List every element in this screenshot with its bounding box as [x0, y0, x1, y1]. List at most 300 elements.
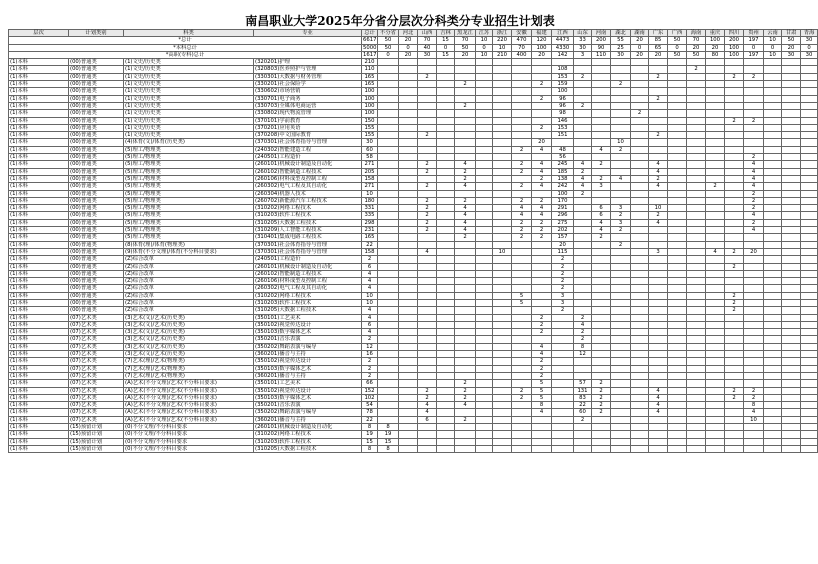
- table-cell: 2: [592, 402, 611, 409]
- table-cell: [611, 248, 631, 255]
- table-cell: [476, 270, 493, 277]
- table-cell: (1)本科: [9, 431, 69, 438]
- table-cell: [574, 110, 592, 117]
- table-cell: [418, 154, 437, 161]
- table-cell: [437, 329, 455, 336]
- table-cell: [399, 365, 418, 372]
- table-cell: [455, 110, 476, 117]
- table-cell: [592, 314, 611, 321]
- table-cell: (1)文史/历史类: [124, 110, 254, 117]
- table-cell: [437, 81, 455, 88]
- table-cell: (7)艺术(理)/艺术(物理类): [124, 372, 254, 379]
- table-cell: 20: [532, 139, 552, 146]
- table-cell: [706, 387, 725, 394]
- table-cell: [512, 102, 532, 109]
- table-cell: 210: [362, 59, 378, 66]
- table-cell: (07)艺术类: [69, 387, 124, 394]
- table-cell: [552, 343, 574, 350]
- table-cell: [725, 168, 744, 175]
- table-cell: 2: [574, 336, 592, 343]
- table-cell: 275: [552, 219, 574, 226]
- table-cell: [668, 394, 687, 401]
- table-cell: 8: [744, 402, 764, 409]
- table-cell: [437, 299, 455, 306]
- table-cell: (00)普通类: [69, 234, 124, 241]
- table-cell: [631, 336, 649, 343]
- table-cell: 5: [512, 292, 532, 299]
- table-cell: (5)理工/物理类: [124, 205, 254, 212]
- summary-cell: 70: [512, 44, 532, 51]
- table-cell: 2: [512, 197, 532, 204]
- table-cell: [611, 190, 631, 197]
- table-cell: [782, 299, 801, 306]
- table-cell: [611, 124, 631, 131]
- table-cell: [649, 66, 668, 73]
- table-cell: [611, 263, 631, 270]
- table-cell: 15: [378, 438, 399, 445]
- table-cell: [378, 227, 399, 234]
- table-cell: [437, 132, 455, 139]
- table-cell: 155: [362, 124, 378, 131]
- table-cell: (350103)数字媒体艺术: [254, 365, 362, 372]
- table-row: [9, 219, 818, 226]
- table-cell: [706, 372, 725, 379]
- table-cell: [399, 285, 418, 292]
- table-cell: [801, 424, 818, 431]
- table-cell: [706, 81, 725, 88]
- table-cell: (00)普通类: [69, 117, 124, 124]
- table-cell: [592, 190, 611, 197]
- table-cell: [631, 358, 649, 365]
- table-cell: [476, 110, 493, 117]
- table-cell: 57: [574, 380, 592, 387]
- table-cell: [687, 270, 706, 277]
- table-cell: [493, 139, 512, 146]
- table-cell: (350201)音乐表演: [254, 402, 362, 409]
- table-cell: [744, 270, 764, 277]
- table-cell: [668, 117, 687, 124]
- table-cell: [592, 124, 611, 131]
- table-cell: 2: [649, 95, 668, 102]
- table-cell: [378, 66, 399, 73]
- table-cell: [764, 402, 782, 409]
- table-cell: (360201)播音与主持: [254, 351, 362, 358]
- table-cell: [706, 336, 725, 343]
- table-cell: (00)普通类: [69, 299, 124, 306]
- table-row: [9, 197, 818, 204]
- table-cell: [493, 154, 512, 161]
- table-cell: [668, 248, 687, 255]
- table-cell: (1)本科: [9, 124, 69, 131]
- table-cell: 271: [362, 161, 378, 168]
- table-cell: 4: [532, 409, 552, 416]
- table-cell: (1)本科: [9, 117, 69, 124]
- table-cell: [706, 394, 725, 401]
- table-cell: [649, 445, 668, 452]
- table-cell: [592, 270, 611, 277]
- column-header: 总计: [362, 30, 378, 37]
- table-cell: [631, 299, 649, 306]
- table-cell: [764, 234, 782, 241]
- table-cell: 202: [552, 227, 574, 234]
- table-cell: [764, 190, 782, 197]
- table-cell: [744, 110, 764, 117]
- table-cell: [801, 358, 818, 365]
- table-cell: [437, 95, 455, 102]
- table-cell: [592, 365, 611, 372]
- table-cell: 2: [418, 183, 437, 190]
- table-cell: [493, 81, 512, 88]
- table-cell: [611, 278, 631, 285]
- table-cell: [455, 292, 476, 299]
- table-cell: [512, 73, 532, 80]
- column-header: 层次: [9, 30, 69, 37]
- summary-cell: 200: [725, 37, 744, 44]
- table-cell: (1)本科: [9, 351, 69, 358]
- table-cell: [668, 285, 687, 292]
- table-cell: [687, 132, 706, 139]
- table-cell: [782, 190, 801, 197]
- table-cell: 2: [512, 394, 532, 401]
- table-cell: [476, 416, 493, 423]
- table-cell: [611, 424, 631, 431]
- table-cell: [725, 336, 744, 343]
- table-cell: [378, 248, 399, 255]
- table-cell: (00)普通类: [69, 270, 124, 277]
- table-cell: [764, 146, 782, 153]
- table-cell: [611, 438, 631, 445]
- table-cell: [764, 95, 782, 102]
- table-cell: (A)艺术(不分文理)/艺术(不分科目要求): [124, 416, 254, 423]
- table-cell: [801, 402, 818, 409]
- table-cell: [649, 351, 668, 358]
- table-cell: [706, 241, 725, 248]
- table-cell: [631, 95, 649, 102]
- table-cell: [574, 219, 592, 226]
- table-cell: (07)艺术类: [69, 321, 124, 328]
- table-cell: [611, 402, 631, 409]
- summary-cell: 0: [399, 44, 418, 51]
- table-cell: [725, 81, 744, 88]
- table-cell: [687, 124, 706, 131]
- table-cell: [725, 409, 744, 416]
- table-cell: (3)艺术(文)/艺术(历史类): [124, 314, 254, 321]
- table-cell: [552, 445, 574, 452]
- table-cell: [592, 285, 611, 292]
- table-cell: [532, 241, 552, 248]
- table-cell: (260101)机械设计制造及自动化: [254, 161, 362, 168]
- table-cell: [687, 321, 706, 328]
- table-cell: (370301)社会体育指导与管理: [254, 248, 362, 255]
- table-cell: [764, 285, 782, 292]
- table-cell: [399, 329, 418, 336]
- table-cell: [378, 175, 399, 182]
- summary-row: [9, 44, 818, 51]
- summary-cell: 20: [782, 44, 801, 51]
- table-cell: (00)普通类: [69, 248, 124, 255]
- column-header: 吉林: [437, 30, 455, 37]
- table-cell: (00)普通类: [69, 88, 124, 95]
- table-cell: (Z)综合改革: [124, 278, 254, 285]
- table-cell: [782, 431, 801, 438]
- table-cell: [782, 424, 801, 431]
- table-cell: [801, 387, 818, 394]
- table-row: [9, 175, 818, 182]
- summary-cell: 5000: [363, 44, 377, 51]
- table-cell: [668, 146, 687, 153]
- table-cell: [725, 321, 744, 328]
- table-cell: [476, 183, 493, 190]
- table-cell: (310209)人工智能工程技术: [254, 227, 362, 234]
- table-cell: [574, 117, 592, 124]
- table-cell: (1)本科: [9, 329, 69, 336]
- table-cell: 2: [649, 212, 668, 219]
- table-cell: (A)艺术(不分文理)/艺术(不分科目要求): [124, 409, 254, 416]
- table-cell: [687, 431, 706, 438]
- table-cell: [592, 102, 611, 109]
- table-cell: [801, 132, 818, 139]
- table-cell: [649, 336, 668, 343]
- table-cell: [592, 117, 611, 124]
- table-cell: [437, 219, 455, 226]
- table-cell: 12: [362, 343, 378, 350]
- table-cell: (5)理工/物理类: [124, 227, 254, 234]
- table-cell: 165: [362, 81, 378, 88]
- table-cell: [493, 336, 512, 343]
- table-cell: 4: [649, 387, 668, 394]
- table-cell: (00)普通类: [69, 175, 124, 182]
- table-cell: [782, 124, 801, 131]
- table-cell: [574, 285, 592, 292]
- table-cell: (1)本科: [9, 314, 69, 321]
- column-header: 山东: [574, 30, 592, 37]
- table-cell: 4: [592, 227, 611, 234]
- table-cell: [801, 241, 818, 248]
- table-cell: [649, 263, 668, 270]
- table-cell: (1)本科: [9, 190, 69, 197]
- table-cell: [744, 372, 764, 379]
- table-cell: [399, 256, 418, 263]
- table-cell: 3: [611, 205, 631, 212]
- table-cell: [574, 154, 592, 161]
- table-cell: (00)普通类: [69, 66, 124, 73]
- table-cell: [476, 132, 493, 139]
- column-header: 山西: [418, 30, 437, 37]
- table-cell: [574, 365, 592, 372]
- table-cell: [512, 270, 532, 277]
- summary-cell: 33: [574, 37, 592, 44]
- table-cell: [437, 161, 455, 168]
- table-cell: (1)本科: [9, 263, 69, 270]
- table-cell: [611, 445, 631, 452]
- table-cell: 4: [455, 402, 476, 409]
- table-cell: (Z)综合改革: [124, 285, 254, 292]
- table-cell: [706, 59, 725, 66]
- table-cell: [418, 314, 437, 321]
- summary-cell: 20: [706, 44, 725, 51]
- table-cell: [476, 66, 493, 73]
- table-cell: [725, 124, 744, 131]
- table-cell: 2: [532, 372, 552, 379]
- table-cell: [725, 424, 744, 431]
- table-cell: [782, 394, 801, 401]
- table-cell: [418, 270, 437, 277]
- column-header: 不分省: [378, 30, 399, 37]
- table-cell: [378, 205, 399, 212]
- table-cell: [418, 102, 437, 109]
- table-cell: (1)本科: [9, 416, 69, 423]
- table-cell: (8)体育(理)/体育(物理类): [124, 241, 254, 248]
- table-cell: (1)本科: [9, 175, 69, 182]
- table-cell: [631, 256, 649, 263]
- table-cell: [649, 139, 668, 146]
- table-cell: [782, 59, 801, 66]
- table-cell: (1)本科: [9, 285, 69, 292]
- table-row: [9, 299, 818, 306]
- table-cell: (310205)大数据工程技术: [254, 307, 362, 314]
- table-cell: [399, 299, 418, 306]
- table-cell: (1)本科: [9, 59, 69, 66]
- summary-cell: 197: [744, 37, 764, 44]
- table-cell: [801, 219, 818, 226]
- table-cell: [512, 329, 532, 336]
- table-cell: [378, 394, 399, 401]
- table-cell: 2: [744, 154, 764, 161]
- summary-cell: 40: [418, 44, 437, 51]
- table-cell: [399, 124, 418, 131]
- summary-label: *高职(专科)总计: [9, 51, 362, 58]
- table-cell: [744, 241, 764, 248]
- table-cell: [476, 59, 493, 66]
- table-cell: [532, 102, 552, 109]
- table-cell: [649, 190, 668, 197]
- table-cell: [631, 234, 649, 241]
- table-cell: [399, 146, 418, 153]
- table-cell: [592, 438, 611, 445]
- table-cell: [649, 343, 668, 350]
- table-cell: [418, 351, 437, 358]
- table-cell: (Z)综合改革: [124, 256, 254, 263]
- table-cell: 2: [418, 219, 437, 226]
- table-cell: [455, 146, 476, 153]
- table-cell: [611, 380, 631, 387]
- table-cell: [512, 285, 532, 292]
- table-row: [9, 190, 818, 197]
- table-cell: 2: [512, 161, 532, 168]
- table-cell: 5: [532, 394, 552, 401]
- table-cell: (7)艺术(理)/艺术(物理类): [124, 358, 254, 365]
- table-cell: [706, 270, 725, 277]
- table-cell: [687, 365, 706, 372]
- table-cell: [725, 59, 744, 66]
- table-cell: (00)普通类: [69, 139, 124, 146]
- table-cell: [801, 234, 818, 241]
- table-cell: 153: [552, 124, 574, 131]
- table-cell: [801, 409, 818, 416]
- table-cell: [493, 263, 512, 270]
- table-cell: (1)文史/历史类: [124, 132, 254, 139]
- table-cell: [782, 445, 801, 452]
- column-header: 重庆: [706, 30, 725, 37]
- table-cell: [725, 190, 744, 197]
- table-cell: [725, 139, 744, 146]
- table-cell: [706, 102, 725, 109]
- table-cell: 2: [418, 227, 437, 234]
- table-cell: [631, 241, 649, 248]
- table-cell: [455, 263, 476, 270]
- table-cell: (350103)数字媒体艺术: [254, 394, 362, 401]
- table-cell: [706, 219, 725, 226]
- table-cell: [801, 372, 818, 379]
- table-cell: (350101)工艺美术: [254, 380, 362, 387]
- table-cell: (Z)综合改革: [124, 270, 254, 277]
- table-cell: 4: [574, 183, 592, 190]
- table-cell: 5: [532, 387, 552, 394]
- table-cell: 231: [362, 227, 378, 234]
- table-cell: [378, 409, 399, 416]
- table-cell: [706, 358, 725, 365]
- table-cell: [493, 445, 512, 452]
- table-cell: [378, 270, 399, 277]
- table-cell: [668, 183, 687, 190]
- table-cell: 4: [532, 343, 552, 350]
- table-cell: [801, 307, 818, 314]
- table-cell: [611, 394, 631, 401]
- table-cell: [649, 321, 668, 328]
- table-cell: 10: [611, 139, 631, 146]
- summary-cell: 120: [532, 37, 552, 44]
- table-cell: (5)理工/物理类: [124, 234, 254, 241]
- table-cell: 6: [362, 263, 378, 270]
- table-cell: (5)理工/物理类: [124, 154, 254, 161]
- table-cell: [532, 110, 552, 117]
- table-cell: [744, 146, 764, 153]
- table-cell: [668, 168, 687, 175]
- table-cell: 96: [552, 95, 574, 102]
- table-cell: [437, 139, 455, 146]
- table-cell: [437, 409, 455, 416]
- table-cell: 2: [552, 270, 574, 277]
- table-cell: [399, 117, 418, 124]
- table-row: [9, 409, 818, 416]
- table-cell: [631, 227, 649, 234]
- table-cell: 8: [378, 424, 399, 431]
- table-cell: [476, 438, 493, 445]
- table-cell: 10: [493, 248, 512, 255]
- table-cell: [476, 95, 493, 102]
- table-cell: [631, 343, 649, 350]
- table-cell: [493, 402, 512, 409]
- table-cell: [418, 124, 437, 131]
- table-cell: [706, 307, 725, 314]
- table-cell: (350102)视觉传达设计: [254, 358, 362, 365]
- summary-cell: 220: [493, 37, 512, 44]
- table-cell: 2: [512, 168, 532, 175]
- table-cell: 2: [418, 73, 437, 80]
- table-cell: [512, 88, 532, 95]
- table-cell: [764, 409, 782, 416]
- table-cell: [668, 102, 687, 109]
- table-cell: [552, 394, 574, 401]
- table-cell: (310203)软件工程技术: [254, 299, 362, 306]
- table-cell: [782, 212, 801, 219]
- table-cell: (1)本科: [9, 372, 69, 379]
- table-cell: [476, 351, 493, 358]
- table-cell: [552, 336, 574, 343]
- summary-label: *本科总计: [9, 44, 362, 51]
- table-cell: [493, 314, 512, 321]
- table-cell: [725, 343, 744, 350]
